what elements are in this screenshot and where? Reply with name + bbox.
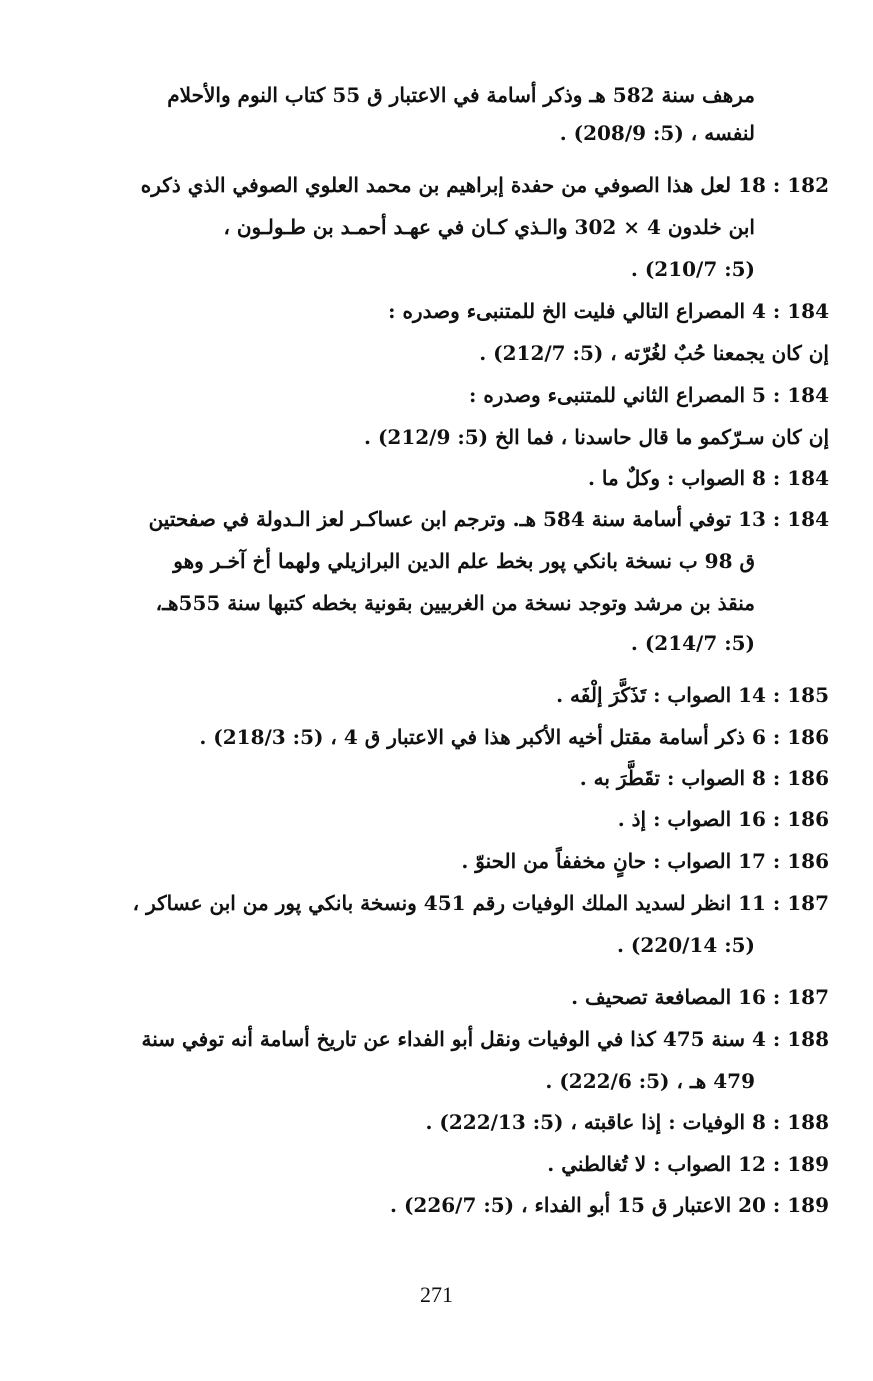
note-line: (5: 210/7) . bbox=[630, 257, 755, 281]
note-line: 185 : 14 الصواب : تَذَكَّرَ إلْفَه . bbox=[556, 683, 829, 707]
note-line: 189 : 20 الاعتبار ق 15 أبو الفداء ، (5: 226/7) . bbox=[390, 1193, 829, 1217]
note-line: ابن خلدون 4 × 302 والـذي كـان في عهـد أحمـد بن طـولـون ، bbox=[223, 215, 755, 239]
note-line: منقذ بن مرشد وتوجد نسخة من الغربيين بقونية بخطه كتبها سنة 555هـ، bbox=[155, 591, 755, 615]
note-line: مرهف سنة 582 هـ وذكر أسامة في الاعتبار ق 55 كتاب النوم والأحلام bbox=[167, 83, 755, 107]
note-line: (5: 220/14) . bbox=[616, 933, 755, 957]
note-line: 187 : 16 المصافعة تصحيف . bbox=[571, 985, 829, 1009]
note-line: 189 : 12 الصواب : لا تُغالطني . bbox=[547, 1152, 829, 1176]
verse-line: إن كان سـرّكمو ما قال حاسدنا ، فما الخ (5: 212/9) . bbox=[364, 425, 829, 449]
note-line: 186 : 6 ذكر أسامة مقتل أخيه الأكبر هذا في الاعتبار ق 4 ، (5: 218/3) . bbox=[199, 725, 829, 749]
note-line: ق 98 ب نسخة بانكي پور بخط علم الدين البرازيلي ولهما أخ آخـر وهو bbox=[173, 549, 755, 573]
note-line: 188 : 4 سنة 475 كذا في الوفيات ونقل أبو الفداء عن تاريخ أسامة أنه توفي سنة bbox=[141, 1027, 829, 1051]
note-line: 184 : 13 توفي أسامة سنة 584 هـ. وترجم ابن عساكـر لعز الـدولة في صفحتين bbox=[148, 507, 829, 531]
note-line: 186 : 17 الصواب : حانٍ مخففاً من الحنوّ . bbox=[461, 849, 829, 873]
note-line: 187 : 11 انظر لسديد الملك الوفيات رقم 451 ونسخة بانكي پور من ابن عساكر ، bbox=[132, 891, 829, 915]
note-line: 186 : 16 الصواب : إذ . bbox=[617, 807, 829, 831]
note-line: 479 هـ ، (5: 222/6) . bbox=[545, 1069, 755, 1093]
note-line: (5: 214/7) . bbox=[630, 631, 755, 655]
verse-line: إن كان يجمعنا حُبٌ لغُرّته ، (5: 212/7) . bbox=[479, 341, 829, 365]
note-line: لنفسه ، (5: 208/9) . bbox=[559, 121, 755, 145]
note-line: 184 : 5 المصراع الثاني للمتنبىء وصدره : bbox=[468, 383, 829, 407]
note-line: 186 : 8 الصواب : تقَطَّرَ به . bbox=[579, 766, 829, 790]
note-line: 184 : 8 الصواب : وكلٌ ما . bbox=[588, 466, 829, 490]
note-line: 182 : 18 لعل هذا الصوفي من حفدة إبراهيم بن محمد العلوي الصوفي الذي ذكره bbox=[140, 173, 829, 197]
note-line: 188 : 8 الوفيات : إذا عاقبته ، (5: 222/13) . bbox=[425, 1110, 829, 1134]
note-line: 184 : 4 المصراع التالي فليت الخ للمتنبىء وصدره : bbox=[388, 299, 829, 323]
page-number: 271 bbox=[420, 1282, 453, 1307]
